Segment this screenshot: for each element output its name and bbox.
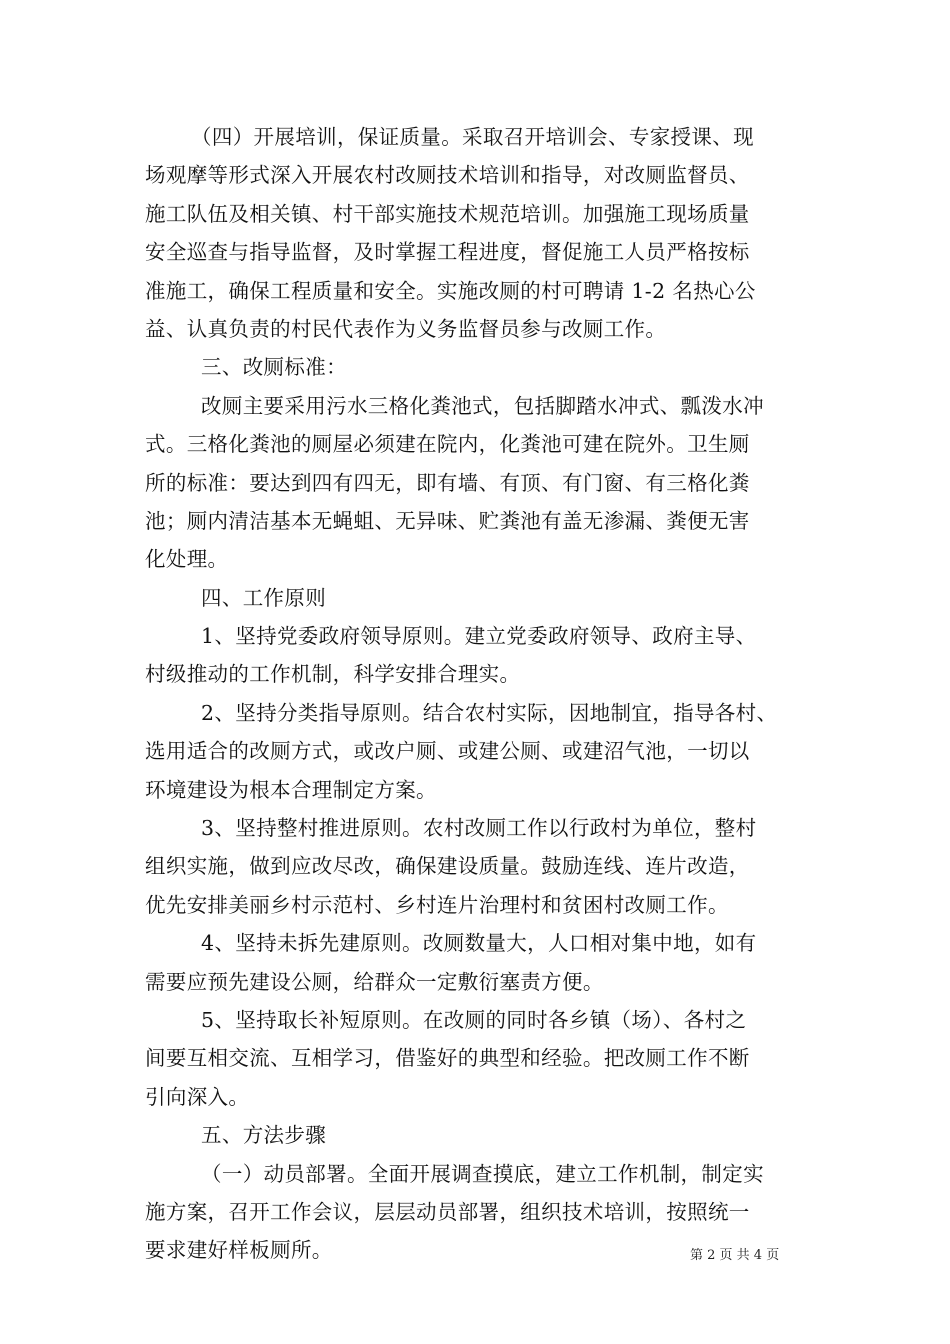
section-heading: 三、改厕标准： <box>201 355 347 380</box>
paragraph-line: 式。三格化粪池的厕屋必须建在院内，化粪池可建在院外。卫生厕 <box>145 432 750 457</box>
paragraph-line: 所的标准：要达到四有四无，即有墙、有顶、有门窗、有三格化粪 <box>145 470 750 495</box>
paragraph-line: 间要互相交流、互相学习，借鉴好的典型和经验。把改厕工作不断 <box>145 1046 750 1071</box>
paragraph-line: 益、认真负责的村民代表作为义务监督员参与改厕工作。 <box>145 316 667 341</box>
paragraph-line: 村级推动的工作机制，科学安排合理实。 <box>145 662 521 687</box>
paragraph-line: 改厕主要采用污水三格化粪池式，包括脚踏水冲式、瓢泼水冲 <box>201 393 764 418</box>
paragraph-line: 场观摩等形式深入开展农村改厕技术培训和指导，对改厕监督员、 <box>145 163 750 188</box>
paragraph-line: 施工队伍及相关镇、村干部实施技术规范培训。加强施工现场质量 <box>145 201 750 226</box>
paragraph-line: 2、坚持分类指导原则。结合农村实际，因地制宜，指导各村、 <box>201 700 778 725</box>
paragraph-line: 施方案，召开工作会议，层层动员部署，组织技术培训，按照统一 <box>145 1199 750 1224</box>
page-number: 第 2 页 共 4 页 <box>690 1248 780 1263</box>
paragraph-line: 5、坚持取长补短原则。在改厕的同时各乡镇（场）、各村之 <box>201 1007 747 1032</box>
paragraph-line: 4、坚持未拆先建原则。改厕数量大，人口相对集中地，如有 <box>201 931 757 956</box>
section-heading: 四、工作原则 <box>201 585 327 610</box>
paragraph-line: 安全巡查与指导监督，及时掌握工程进度，督促施工人员严格按标 <box>145 240 750 265</box>
paragraph-line: 要求建好样板厕所。 <box>145 1238 333 1263</box>
paragraph-line: 化处理。 <box>145 547 229 572</box>
paragraph-line: 3、坚持整村推进原则。农村改厕工作以行政村为单位，整村 <box>201 816 757 841</box>
paragraph-line: 组织实施，做到应改尽改，确保建设质量。鼓励连线、连片改造， <box>145 854 750 879</box>
paragraph-line: 池；厕内清洁基本无蝇蛆、无异味、贮粪池有盖无渗漏、粪便无害 <box>145 508 750 533</box>
paragraph-line: 需要应预先建设公厕，给群众一定敷衍塞责方便。 <box>145 969 604 994</box>
paragraph-line: （一）动员部署。全面开展调查摸底，建立工作机制，制定实 <box>201 1161 764 1186</box>
paragraph-line: 引向深入。 <box>145 1084 250 1109</box>
paragraph-line: （四）开展培训，保证质量。采取召开培训会、专家授课、现 <box>191 125 754 149</box>
paragraph-line: 准施工，确保工程质量和安全。实施改厕的村可聘请 1-2 名热心公 <box>145 278 756 303</box>
document-body <box>145 118 810 1270</box>
paragraph-line: 优先安排美丽乡村示范村、乡村连片治理村和贫困村改厕工作。 <box>145 892 729 917</box>
paragraph-line: 1、坚持党委政府领导原则。建立党委政府领导、政府主导、 <box>201 624 757 649</box>
paragraph-line: 选用适合的改厕方式，或改户厕、或建公厕、或建沼气池，一切以 <box>145 739 750 764</box>
paragraph-line: 环境建设为根本合理制定方案。 <box>145 777 437 802</box>
section-heading: 五、方法步骤 <box>201 1123 327 1148</box>
